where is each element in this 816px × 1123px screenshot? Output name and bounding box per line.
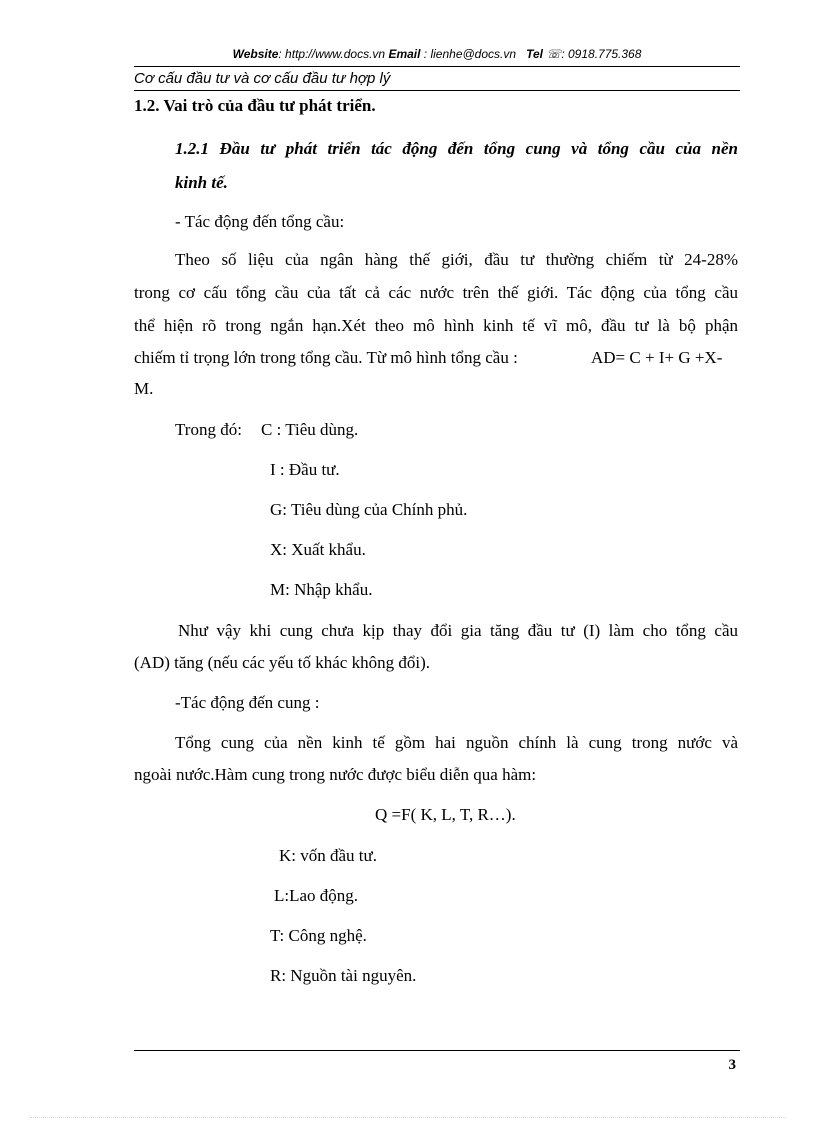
definition-item: T: Công nghệ.	[270, 926, 367, 945]
definition-item: C : Tiêu dùng.	[261, 420, 359, 439]
header-contact-line	[134, 46, 740, 62]
definition-item: M: Nhập khẩu.	[270, 580, 373, 599]
header-divider-bottom	[134, 90, 740, 91]
subsection-heading-line2: kinh tế.	[175, 173, 228, 192]
where-label: Trong đó:	[175, 420, 242, 439]
supply-heading: -Tác động đến cung :	[175, 693, 320, 712]
page-bottom-border	[30, 1117, 786, 1118]
definition-item: G: Tiêu dùng của Chính phủ.	[270, 500, 468, 519]
definition-item: L:Lao động.	[274, 886, 359, 905]
header-divider-top	[134, 66, 740, 67]
phone-icon: ☏	[546, 47, 562, 61]
tel-value: : 0918.775.368	[561, 47, 642, 61]
tel-label: Tel	[526, 47, 543, 61]
email-label: Email	[388, 47, 421, 61]
document-title: Cơ cấu đầu tư và cơ cấu đầu tư hợp lý	[134, 70, 391, 87]
paragraph-line: trong cơ cấu tổng cầu của tất cả các nước trên thế giới. Tác động của tổng cầu	[134, 283, 738, 302]
page-number: 3	[728, 1057, 736, 1073]
section-heading: 1.2. Vai trò của đầu tư phát triển.	[134, 96, 376, 115]
definition-item: R: Nguồn tài nguyên.	[270, 966, 417, 985]
paragraph-line: Như vậy khi cung chưa kịp thay đổi gia tăng đầu tư (I) làm cho tổng cầu	[178, 621, 738, 640]
paragraph-line: M.	[134, 379, 154, 398]
definition-item: I : Đầu tư.	[270, 460, 340, 479]
subsection-heading-line1: 1.2.1 Đầu tư phát triển tác động đến tổng cung và tổng cầu của nền	[175, 139, 738, 158]
email-value: : lienhe@docs.vn	[420, 47, 517, 61]
aggregate-demand-formula: AD= C + I+ G +X-	[591, 348, 723, 367]
paragraph-line: Tổng cung của nền kinh tế gồm hai nguồn chính là cung trong nước và	[175, 733, 738, 752]
paragraph-line: chiếm tỉ trọng lớn trong tổng cầu. Từ mô hình tổng cầu :	[134, 348, 518, 367]
paragraph-line: ngoài nước.Hàm cung trong nước được biểu diễn qua hàm:	[134, 765, 537, 784]
definition-item: K: vốn đầu tư.	[279, 846, 377, 865]
demand-heading: - Tác động đến tổng cầu:	[175, 212, 345, 231]
paragraph-line: (AD) tăng (nếu các yếu tố khác không đổi).	[134, 653, 430, 672]
supply-function-formula: Q =F( K, L, T, R…).	[375, 805, 516, 824]
paragraph-line: Theo số liệu của ngân hàng thế giới, đầu tư thường chiếm từ 24-28%	[175, 250, 738, 269]
website-value: : http://www.docs.vn	[278, 47, 386, 61]
definition-item: X: Xuất khẩu.	[270, 540, 366, 559]
paragraph-line: thể hiện rõ trong ngắn hạn.Xét theo mô hình kinh tế vĩ mô, đầu tư là bộ phận	[134, 316, 738, 335]
footer-divider	[134, 1050, 740, 1051]
website-label: Website	[232, 47, 279, 61]
